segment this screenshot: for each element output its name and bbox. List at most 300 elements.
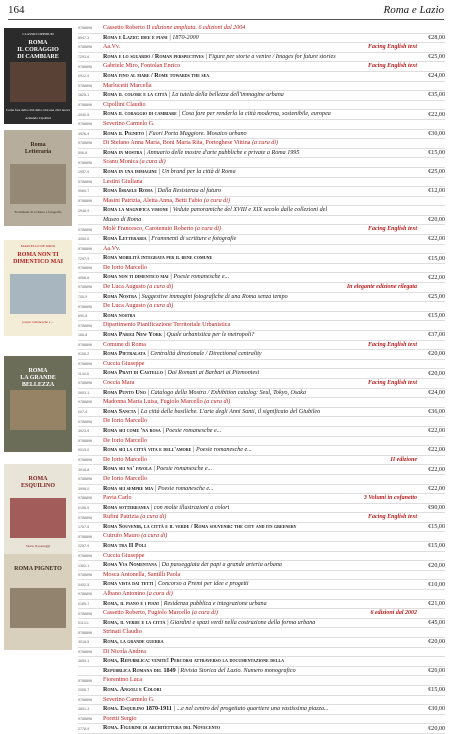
title-line [103,446,423,455]
author-name: Molè Francesco, Carotenuto Roberto [103,226,194,233]
book-price: €90,00 [428,504,445,511]
author-name: Aa.Vv. [103,44,121,51]
book-title: Roma, Repubblica: venite! Percorsi attraverso la documentazione della [103,658,285,665]
book-title: Roma il coraggio di cambiare [103,111,177,118]
edition-tag: Facing English text [367,341,417,348]
book-subtitle: | Residenza pubblica e integrazione urbana [159,600,267,607]
book-price: €20,00 [428,217,445,224]
book-price: €12,00 [428,188,445,195]
book-subtitle: | con molte illustrazioni a colori [149,504,230,511]
book-title: Roma, il piano e i piani [103,600,159,607]
isbn-code: 9788896 [78,246,92,251]
title-line [103,273,423,282]
book-price: €15,00 [428,313,445,320]
isbn-code: 2257-9 [78,544,90,549]
cover-subtitle: poesie romanesche e ... [22,320,54,324]
book-title: Roma sei na' favola [103,466,152,473]
catalog-row [78,158,445,168]
catalog-row [78,283,445,293]
isbn-code: 0156-9 [78,505,90,510]
catalog-row [78,216,445,226]
book-title: Roma sei come 'na rosa [103,427,161,434]
book-subtitle: | 1870-2000 [167,34,199,41]
isbn-code: 3659-1 [78,659,90,664]
author-name: De Iorio Marcello [103,418,147,425]
title-line [103,293,423,302]
isbn-code: 1948-9 [78,208,90,213]
catalog-row [78,398,445,408]
author-name: Cassetto Roberto [103,25,145,31]
title-line [103,350,423,359]
edition-tag: Facing English text [367,44,417,51]
isbn-code: 9788896 [78,515,92,520]
catalog-row [78,379,445,389]
author-line [103,696,423,705]
isbn-code: 7297-9 [78,256,90,261]
cover-title: ROMA LA GRANDE BELLEZZA [20,368,56,388]
book-cover [4,464,72,560]
cover-title: ROMA PIGNETO [14,566,62,572]
book-price: €30,00 [428,130,445,137]
book-title: Repubblica Romana del 1849 [103,667,176,674]
book-title: Roma la magnifica visione [103,207,169,214]
isbn-code: 3801-3 [78,707,90,712]
author-line [103,676,423,685]
author-line [103,197,423,206]
catalog-row [78,696,445,706]
cover-art [10,498,66,538]
book-title: Roma Letteraria [103,236,147,243]
catalog-row [78,600,445,610]
book-subtitle: | Da passeggiata dei papi a grande arteria urbana [156,562,282,569]
catalog-row [78,341,445,351]
book-price: €25,00 [428,54,445,61]
author-name: Rufini Patrizia [103,514,139,521]
author-name: Lestini Giuliana [103,178,143,185]
author-name: Marlucetti Marcella [103,82,152,89]
book-title: Roma sei sempre mia [103,485,154,492]
author-name: Albano Antonino [103,591,146,598]
isbn-code: 9788896 [78,141,92,146]
catalog-row [78,264,445,274]
author-line [103,120,423,129]
book-subtitle: | Poesie romanesche e... [153,485,214,492]
title-line [103,235,423,244]
author-line [103,225,423,234]
catalog-row [78,465,445,475]
author-line [103,437,423,446]
title-line [103,369,423,378]
author-note: (a cura di) [145,284,174,291]
author-note: (a cura di) [193,226,221,233]
catalog-row [78,456,445,466]
book-price: €28,00 [428,34,445,41]
author-line [103,264,423,273]
title-line [103,331,423,340]
title-line [103,187,423,196]
isbn-code: 9788896 [78,592,92,597]
isbn-code: 7293-6 [78,55,90,60]
catalog-row [78,62,445,72]
cover-art [10,588,66,628]
isbn-code: 0653-1 [78,390,90,395]
author-name: Dipartimento Pianificazione Territoriale Urbanistica [103,322,231,329]
book-subtitle: | Annuario delle mostre d'arte pubbliche e private a Roma 1995 [142,149,300,156]
catalog-row [78,168,445,178]
title-line [103,580,423,589]
catalog-row [78,197,445,207]
catalog-row [78,130,445,140]
book-title: Roma nostra [103,312,136,319]
edition-tag: In elegante edizione rilegata [346,284,417,291]
book-price: €25,00 [428,169,445,176]
catalog-row [78,101,445,111]
book-subtitle: | La tutela della bellezza dell'immagine urbana [167,92,284,99]
cover-title: ROMA ESQUILINO [20,476,55,489]
edition-tag: Facing English text [367,379,417,386]
book-subtitle: | Fuori Porta Maggiore. Mosaico urbano [144,130,247,137]
author-note: (a cura di) [190,610,218,617]
catalog-row [78,408,445,418]
catalog-row [78,676,445,686]
catalog-row [78,24,445,34]
title-line [103,130,423,139]
book-price: €15,00 [428,687,445,694]
book-price: €21,00 [428,600,445,607]
book-title: Roma il Pigneto [103,130,145,137]
book-price: €15,00 [428,255,445,262]
cover-author: Armando Cipollini [25,116,51,120]
section-title: Roma e Lazio [383,4,444,16]
author-line [103,590,423,599]
isbn-code: 9788896 [78,381,92,386]
isbn-code: 1957-9 [78,170,90,175]
isbn-code: 705-9 [78,294,88,299]
book-price: €20,00 [428,370,445,377]
catalog-row [78,110,445,120]
book-subtitle: | Dai Romani ai Barbari ai Piemontesi [162,370,260,377]
author-line [103,43,423,52]
isbn-code: 9060-7 [78,189,90,194]
book-subtitle: | Poesie romanesche e... [191,447,252,454]
title-line [103,465,423,474]
isbn-code: 690-8 [78,314,88,319]
book-price: €35,00 [428,92,445,99]
page-header [8,4,444,20]
title-line [103,485,423,494]
isbn-code: 9788896 [78,678,92,683]
book-price: €30,00 [428,706,445,713]
title-line [103,206,423,215]
author-name: Cuccia Giuseppe [103,360,145,367]
book-price: €20,00 [428,351,445,358]
book-subtitle: | Poesie romanesche e... [151,466,213,473]
author-name: Gabriele Miro, Fontolan Enrico [103,63,181,70]
catalog-row [78,120,445,130]
author-line [103,321,423,330]
book-title: Roma Israele Roma [103,188,153,195]
catalog-row [78,206,445,216]
isbn-code: 007-4 [78,410,88,415]
isbn-code: 9788896 [78,573,92,578]
isbn-code: 9788896 [78,266,92,271]
isbn-code: 3998-0 [78,486,90,491]
isbn-code: 9788896 [78,160,92,165]
isbn-code: 9788896 [78,717,92,722]
isbn-code: 9788896 [78,630,92,635]
author-name: Severino Carmelo G. [103,120,155,127]
isbn-code: 9788896 [78,179,92,184]
title-line [103,216,423,225]
catalog-row [78,648,445,658]
title-line [103,408,423,417]
isbn-code: 0156-2 [78,352,90,357]
title-line [103,149,423,158]
author-name: Mosca Antonella, Santilli Paola [103,571,181,578]
isbn-code: 9788896 [78,323,92,328]
book-subtitle: | Poesie romanesche e... [168,274,230,281]
title-line [103,312,423,321]
catalog-row [78,609,445,619]
isbn-code: 8947-3 [78,35,90,40]
title-line [103,91,423,100]
catalog-row [78,628,445,638]
isbn-code: 9788896 [78,227,92,232]
edition-tag: 6 edizioni dal 2002 [370,610,417,617]
catalog-row [78,532,445,542]
title-line [103,542,423,551]
isbn-code: 9788896 [78,649,92,654]
isbn-code: 3018-5 [78,640,90,645]
isbn-code: 9788896 [78,477,92,482]
isbn-code: 2778-9 [78,726,90,731]
book-title: Roma, il verde e la città [103,619,166,626]
title-line [103,53,423,62]
cover-title: ROMA IL CORAGGIO DI CAMBIARE [17,40,59,60]
book-price: €22,00 [428,447,445,454]
edition-tag: Facing English text [367,63,417,70]
book-title: Roma mobilità integrata per il bene comune [103,255,213,262]
catalog-row [78,82,445,92]
title-line [103,34,423,43]
isbn-code: 9788896 [78,83,92,88]
catalog-row [78,437,445,447]
book-price: €22,00 [428,274,445,281]
catalog-row [78,715,445,725]
isbn-code: 1825-1 [78,93,90,98]
author-name: Madonna Maria Luisa, Fugiolo Marcello [103,399,203,406]
title-line [103,561,423,570]
book-price: €36,00 [428,409,445,416]
author-name: De Iorio Marcello [103,456,147,463]
catalog-row [78,254,445,264]
book-title: Roma Souvenir, la città e il verde / Roma souvenir: the city and its greenery [103,523,297,530]
author-name: De Luca Augusto [103,303,146,310]
book-title: Roma non ti dimentico mai [103,274,169,281]
author-name: Strinati Claudio [103,629,142,636]
author-note: (a cura di) [202,197,230,204]
author-name: Cuccia Giuseppe [103,552,145,559]
isbn-code: 1362-1 [78,563,90,568]
isbn-code: 9788896 [78,458,92,463]
title-line [103,427,423,436]
author-line [103,715,423,724]
isbn-code: 9788896 [78,400,92,405]
book-subtitle: | Figure per storie a venire / Images for future stories [203,53,336,60]
isbn-code: 9788896 [78,553,92,558]
book-title: Roma e Lazio: idee e piani [103,34,168,41]
cover-subtitle: Storie di paesaggi [25,544,51,548]
catalog-row [78,312,445,322]
book-cover [4,554,72,650]
author-name: Fiorentino Luca [103,677,143,684]
author-line [103,360,423,369]
author-line [103,178,423,187]
catalog-row [78,43,445,53]
author-line [103,475,423,484]
catalog-row [78,494,445,504]
catalog-row [78,417,445,427]
author-note: (a cura di) [202,399,231,406]
title-line [103,72,423,81]
author-name: Cutrufo Mauro [103,533,140,540]
book-subtitle: | Giardini e spazi verdi nella costruzione della forma urbana [165,619,316,626]
book-subtitle: | Concorso a Premi per idee e progetti [153,581,249,588]
cover-subtitle: Come fare della città della crisi una città nuova [5,108,71,112]
book-subtitle: | Dalla Resistenza al futuro [152,188,222,195]
catalog-row [78,485,445,495]
author-line [103,571,423,580]
isbn-code: 0114-1 [78,621,89,626]
isbn-code: 4926-4 [78,131,90,136]
book-title: Roma vista dai tetti [103,581,154,588]
catalog-row [78,331,445,341]
book-subtitle: | Catalogo della Mostra / Exhibition catalog: Seul, Tokyo, Osaka [145,389,307,396]
book-price: €22,00 [428,466,445,473]
book-subtitle: | Centralità direzionale / Directional centrality [145,351,262,358]
author-line [103,283,423,292]
catalog-row [78,504,445,514]
author-line [103,139,423,148]
catalog-row [78,34,445,44]
author-note: (a cura di) [139,533,168,540]
author-note: (a cura di) [145,591,173,598]
catalog-row [78,638,445,648]
catalog-row [78,523,445,533]
author-name: Comune di Roma [103,341,146,348]
book-title: Roma e lo sguardo / Roman perspectives [103,53,204,60]
catalog-row [78,580,445,590]
catalog-row [78,619,445,629]
isbn-code: 9019-0 [78,448,90,453]
title-line [103,619,423,628]
isbn-code: 9788896 [78,304,92,309]
book-title: Roma Via Nomentana [103,562,157,569]
author-line [103,494,423,503]
book-title: Roma sei la città vita e dell'amore [103,447,192,454]
catalog-row [78,561,445,571]
author-line [103,302,423,311]
author-line [103,379,423,388]
author-note: (a cura di) [250,140,279,147]
author-name: Cipollini Claudio [103,101,146,108]
book-cover [4,28,72,124]
cover-art [10,164,66,204]
author-line [103,532,423,541]
isbn-code: 9788896 [78,285,92,290]
book-title: Roma Parigi New York [103,332,162,338]
author-line [103,609,423,618]
author-line [103,513,423,522]
cover-art [10,274,66,314]
catalog-row [78,91,445,101]
title-line [103,657,423,666]
catalog-row [78,667,445,677]
book-subtitle: | Rivista Storica del Lazio. Numero monografico [175,667,296,674]
isbn-code: 4050-0 [78,237,90,242]
catalog-row [78,705,445,715]
isbn-code: 9788896 [78,438,92,443]
isbn-code: 9788896 [78,122,92,127]
isbn-code: 2006-7 [78,688,90,693]
edition-tag: II edizione [390,456,417,463]
author-name: De Luca Augusto [103,284,146,291]
book-price: €20,00 [428,725,445,732]
catalog-row [78,321,445,331]
cover-series: MARCELLO DE IORIO [20,244,56,248]
author-name: Masini Patrizia, Aletta Anna, Betti Fabio [103,197,203,204]
author-name: Aa.Vv. [103,245,121,252]
author-name: Di Stefano Anna Maria, Boni Maria Rita, Portoghese Vittina [103,140,251,147]
catalog-row [78,245,445,255]
title-line [103,667,423,676]
isbn-code: 1144-5 [78,371,89,376]
isbn-code: 9788896 [78,198,92,203]
cover-title: ROMA NON TI DIMENTICO MAI [13,252,63,265]
catalog-row [78,293,445,303]
isbn-code: 166-8 [78,333,88,338]
catalog-row [78,72,445,82]
book-title: Roma Pietralata [103,351,146,358]
catalog-row [78,389,445,399]
catalog-row [78,187,445,197]
book-title: Roma Sancta [103,408,137,415]
catalog-row [78,542,445,552]
author-note: (a cura di) [145,303,174,310]
page-number: 164 [8,4,25,16]
book-title: Roma Punto Uno [103,389,146,396]
author-line [103,341,423,350]
title-line [103,600,423,609]
isbn-code: 9788896 [78,534,92,539]
catalog-row [78,427,445,437]
book-price: €25,00 [428,293,445,300]
book-subtitle: | La città delle basiliche. L'arte degli Anni Santi, il significato del Giubileo [136,408,321,415]
book-title: Roma tra II Poli [103,543,146,550]
author-line [103,628,423,637]
author-name: Poretti Sergio [103,715,137,722]
book-cover [4,356,72,452]
catalog-row [78,273,445,283]
author-note: II edizione ampliata. 6 edizioni dal 2004 [144,25,246,31]
catalog-row [78,178,445,188]
book-title: Roma. Esquilino 1870-1911 [103,706,172,713]
isbn-code: 9788896 [78,697,92,702]
author-name: Coccia Mara [103,379,135,386]
isbn-code: 0402-5 [78,582,90,587]
isbn-code: 0185-7 [78,601,90,606]
title-line [103,110,423,119]
